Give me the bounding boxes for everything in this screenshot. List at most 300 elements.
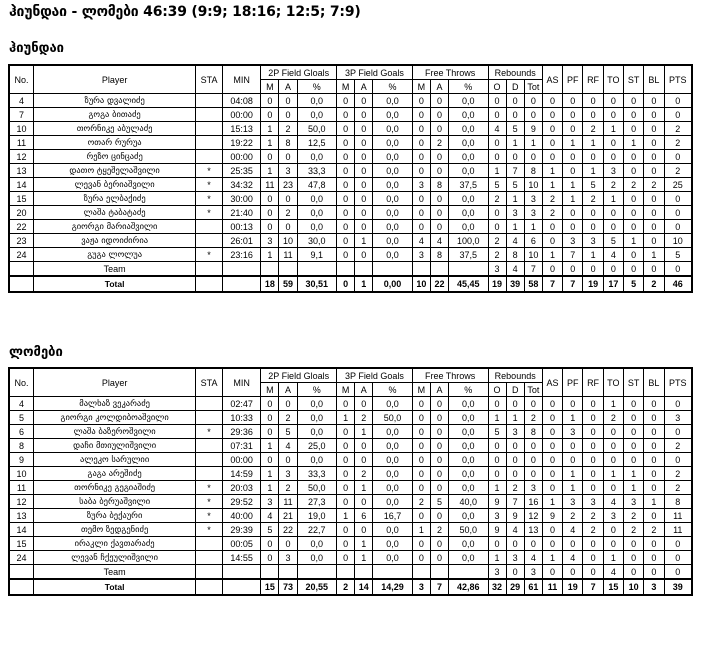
- cell-ftm: 0: [412, 397, 430, 411]
- cell-fta: 0: [430, 537, 448, 551]
- cell-fg3m: 0: [337, 551, 355, 565]
- cell-fg2m: 1: [261, 248, 279, 262]
- cell-fta: 0: [430, 481, 448, 495]
- total-player: Total: [34, 276, 196, 292]
- cell-player: გოგა ბითაძე: [34, 108, 196, 122]
- cell-bl: 0: [644, 108, 664, 122]
- subcol-header-m: M: [412, 80, 430, 94]
- subcol-header-m: M: [337, 80, 355, 94]
- cell-min: 30:00: [222, 192, 260, 206]
- cell-sta: *: [196, 192, 223, 206]
- cell-fg2m: 1: [261, 122, 279, 136]
- cell-rebo: 2: [488, 234, 506, 248]
- cell-to: 0: [603, 425, 623, 439]
- cell-fg3p: 0,0: [373, 150, 413, 164]
- cell-pts: 0: [664, 150, 692, 164]
- cell-fg3p: 0,0: [373, 453, 413, 467]
- cell-fg2a: 0: [279, 108, 297, 122]
- cell-fg3a: 0: [355, 495, 373, 509]
- cell-rebt: 16: [524, 495, 542, 509]
- cell-fg2m: 0: [261, 108, 279, 122]
- cell-fg3m: 0: [337, 495, 355, 509]
- cell-pf: 0: [563, 453, 583, 467]
- cell-st: 1: [623, 136, 643, 150]
- total-pts: 39: [664, 579, 692, 595]
- cell-bl: 1: [644, 495, 664, 509]
- player-row: [9, 136, 692, 150]
- cell-st: 1: [623, 467, 643, 481]
- cell-min: 20:03: [222, 481, 260, 495]
- cell-rebo: 0: [488, 108, 506, 122]
- cell-ftm: 4: [412, 234, 430, 248]
- cell-fg3m: 0: [337, 439, 355, 453]
- cell-ftp: 37,5: [449, 178, 488, 192]
- cell-rebd: 4: [506, 262, 524, 277]
- cell-pts: 0: [664, 94, 692, 108]
- cell-fg2p: [297, 565, 336, 580]
- cell-rebo: 1: [488, 551, 506, 565]
- cell-fg3p: 0,0: [373, 108, 413, 122]
- total-fg2p: 30,51: [297, 276, 336, 292]
- cell-pts: 2: [664, 481, 692, 495]
- cell-st: 0: [623, 108, 643, 122]
- cell-ftm: 0: [412, 509, 430, 523]
- cell-rebt: 0: [524, 108, 542, 122]
- total-rf: 19: [583, 276, 603, 292]
- cell-pf: 1: [563, 467, 583, 481]
- header-row: [9, 65, 692, 80]
- cell-bl: 0: [644, 150, 664, 164]
- cell-fg3p: 0,0: [373, 136, 413, 150]
- cell-to: 1: [603, 397, 623, 411]
- cell-rebd: 0: [506, 453, 524, 467]
- total-fta: 22: [430, 276, 448, 292]
- cell-no: 7: [9, 108, 34, 122]
- cell-pts: 3: [664, 411, 692, 425]
- cell-ftp: 0,0: [449, 551, 488, 565]
- cell-rebt: 10: [524, 248, 542, 262]
- cell-player: გუგა ლოლუა: [34, 248, 196, 262]
- cell-st: 0: [623, 551, 643, 565]
- cell-as: 0: [542, 262, 562, 277]
- cell-fg2a: 2: [279, 206, 297, 220]
- subcol-header-a: A: [355, 80, 373, 94]
- cell-ftp: 0,0: [449, 220, 488, 234]
- cell-ftm: 0: [412, 206, 430, 220]
- cell-fg3a: 0: [355, 178, 373, 192]
- subcol-header-a: A: [430, 383, 448, 397]
- cell-st: 2: [623, 178, 643, 192]
- cell-fg2m: 0: [261, 411, 279, 425]
- cell-no: 5: [9, 411, 34, 425]
- cell-fg2a: 0: [279, 537, 297, 551]
- cell-pts: 0: [664, 425, 692, 439]
- cell-fg2p: 50,0: [297, 122, 336, 136]
- cell-rf: 1: [583, 164, 603, 178]
- cell-fg2p: 50,0: [297, 481, 336, 495]
- cell-ftm: [412, 565, 430, 580]
- cell-rebd: 0: [506, 397, 524, 411]
- cell-no: 14: [9, 178, 34, 192]
- cell-rebt: 8: [524, 164, 542, 178]
- cell-rebo: 4: [488, 122, 506, 136]
- cell-rebt: 7: [524, 262, 542, 277]
- total-fg2a: 59: [279, 276, 297, 292]
- cell-fg2m: 1: [261, 164, 279, 178]
- cell-rebt: 0: [524, 94, 542, 108]
- cell-fg3a: 0: [355, 136, 373, 150]
- player-row: [9, 523, 692, 537]
- cell-sta: [196, 136, 223, 150]
- cell-rf: 0: [583, 425, 603, 439]
- cell-as: 0: [542, 136, 562, 150]
- cell-ftm: [412, 262, 430, 277]
- cell-min: 04:08: [222, 94, 260, 108]
- col-header-pf: PF: [563, 65, 583, 94]
- cell-fta: 0: [430, 425, 448, 439]
- cell-rebd: 1: [506, 220, 524, 234]
- col-header-st: ST: [623, 65, 643, 94]
- total-fg3m: 2: [337, 579, 355, 595]
- cell-min: 29:36: [222, 425, 260, 439]
- cell-fg3a: 1: [355, 425, 373, 439]
- cell-to: 0: [603, 220, 623, 234]
- player-row: [9, 164, 692, 178]
- cell-fg3a: 0: [355, 164, 373, 178]
- cell-fg2a: 11: [279, 495, 297, 509]
- cell-ftm: 0: [412, 537, 430, 551]
- cell-pf: 1: [563, 136, 583, 150]
- cell-rebd: 0: [506, 439, 524, 453]
- cell-rebo: 5: [488, 425, 506, 439]
- cell-fg3m: 0: [337, 523, 355, 537]
- cell-as: 2: [542, 206, 562, 220]
- cell-min: 34:32: [222, 178, 260, 192]
- total-fg2m: 18: [261, 276, 279, 292]
- cell-rebt: 0: [524, 467, 542, 481]
- cell-rebo: 0: [488, 220, 506, 234]
- cell-rebd: 7: [506, 164, 524, 178]
- cell-fg3a: 0: [355, 150, 373, 164]
- cell-fg2a: 21: [279, 509, 297, 523]
- cell-fta: 0: [430, 122, 448, 136]
- cell-to: 0: [603, 453, 623, 467]
- subcol-header-p: %: [297, 80, 336, 94]
- player-row: [9, 411, 692, 425]
- cell-rebo: 0: [488, 206, 506, 220]
- cell-ftm: 0: [412, 425, 430, 439]
- total-to: 17: [603, 276, 623, 292]
- cell-as: 0: [542, 94, 562, 108]
- cell-rebd: 4: [506, 523, 524, 537]
- cell-rebt: 3: [524, 481, 542, 495]
- cell-min: [222, 565, 260, 580]
- cell-ftp: 0,0: [449, 453, 488, 467]
- cell-rf: 0: [583, 397, 603, 411]
- box-score-table-away: [8, 367, 693, 596]
- cell-to: 1: [603, 122, 623, 136]
- cell-as: 0: [542, 439, 562, 453]
- cell-pf: 0: [563, 164, 583, 178]
- cell-min: 26:01: [222, 234, 260, 248]
- cell-fg2a: 23: [279, 178, 297, 192]
- cell-no: 11: [9, 136, 34, 150]
- cell-ftp: 0,0: [449, 467, 488, 481]
- cell-no: 13: [9, 164, 34, 178]
- cell-ftm: 0: [412, 136, 430, 150]
- total-fg2m: 15: [261, 579, 279, 595]
- cell-min: 23:16: [222, 248, 260, 262]
- total-ftm: 3: [412, 579, 430, 595]
- cell-sta: *: [196, 495, 223, 509]
- subcol-header-o: O: [488, 80, 506, 94]
- cell-rebd: 4: [506, 234, 524, 248]
- cell-pf: 0: [563, 537, 583, 551]
- cell-rebt: 3: [524, 206, 542, 220]
- cell-sta: *: [196, 206, 223, 220]
- cell-rebt: 2: [524, 411, 542, 425]
- cell-fg3m: 0: [337, 537, 355, 551]
- cell-fg2p: 0,0: [297, 192, 336, 206]
- col-header-no: No.: [9, 65, 34, 94]
- cell-ftp: 0,0: [449, 136, 488, 150]
- cell-fg3m: 0: [337, 122, 355, 136]
- col-header-as: AS: [542, 368, 562, 397]
- cell-fg3m: 0: [337, 234, 355, 248]
- cell-rebt: 13: [524, 523, 542, 537]
- cell-pts: 0: [664, 453, 692, 467]
- cell-pts: 0: [664, 565, 692, 580]
- player-row: [9, 206, 692, 220]
- cell-fg3p: 0,0: [373, 122, 413, 136]
- player-row: [9, 94, 692, 108]
- cell-player: საბა ბერუაშვილი: [34, 495, 196, 509]
- cell-fg2m: 4: [261, 509, 279, 523]
- cell-st: 0: [623, 397, 643, 411]
- total-fg2p: 20,55: [297, 579, 336, 595]
- cell-rf: 2: [583, 509, 603, 523]
- cell-player: Team: [34, 262, 196, 277]
- cell-rf: 2: [583, 192, 603, 206]
- cell-min: 15:13: [222, 122, 260, 136]
- cell-fg3p: 0,0: [373, 94, 413, 108]
- cell-ftp: 0,0: [449, 397, 488, 411]
- col-header-player: Player: [34, 368, 196, 397]
- cell-st: 0: [623, 94, 643, 108]
- cell-fg2a: 2: [279, 481, 297, 495]
- cell-bl: 0: [644, 94, 664, 108]
- cell-rebo: 9: [488, 523, 506, 537]
- cell-no: 15: [9, 192, 34, 206]
- cell-rebo: 5: [488, 178, 506, 192]
- subcol-header-a: A: [355, 383, 373, 397]
- cell-rebd: 3: [506, 425, 524, 439]
- cell-pts: 5: [664, 248, 692, 262]
- player-row: [9, 122, 692, 136]
- cell-fg2a: 11: [279, 248, 297, 262]
- cell-min: 00:00: [222, 453, 260, 467]
- cell-to: 0: [603, 206, 623, 220]
- cell-fg2p: 0,0: [297, 397, 336, 411]
- cell-ftm: 0: [412, 122, 430, 136]
- cell-fg3m: 0: [337, 425, 355, 439]
- cell-bl: 0: [644, 509, 664, 523]
- cell-rf: 0: [583, 537, 603, 551]
- cell-fta: [430, 565, 448, 580]
- cell-min: 10:33: [222, 411, 260, 425]
- cell-st: 0: [623, 453, 643, 467]
- cell-as: 0: [542, 150, 562, 164]
- cell-sta: [196, 262, 223, 277]
- cell-fg3p: 50,0: [373, 411, 413, 425]
- cell-to: 1: [603, 467, 623, 481]
- cell-fg3m: 0: [337, 178, 355, 192]
- cell-bl: 2: [644, 523, 664, 537]
- cell-ftp: 0,0: [449, 122, 488, 136]
- cell-fg2p: 0,0: [297, 150, 336, 164]
- cell-fg3m: 0: [337, 248, 355, 262]
- cell-fg3m: 0: [337, 206, 355, 220]
- cell-min: 19:22: [222, 136, 260, 150]
- cell-to: 0: [603, 108, 623, 122]
- player-row: [9, 220, 692, 234]
- cell-rebt: 0: [524, 439, 542, 453]
- cell-pf: 0: [563, 220, 583, 234]
- cell-st: 0: [623, 565, 643, 580]
- cell-fg2m: 1: [261, 439, 279, 453]
- cell-ftp: 0,0: [449, 425, 488, 439]
- cell-sta: [196, 467, 223, 481]
- cell-fg2m: 0: [261, 425, 279, 439]
- cell-pts: 2: [664, 164, 692, 178]
- cell-ftp: 0,0: [449, 509, 488, 523]
- cell-rebt: 0: [524, 537, 542, 551]
- cell-fg3m: 0: [337, 94, 355, 108]
- cell-ftm: 0: [412, 192, 430, 206]
- subcol-header-m: M: [412, 383, 430, 397]
- cell-rf: 1: [583, 136, 603, 150]
- cell-sta: [196, 439, 223, 453]
- cell-as: 0: [542, 523, 562, 537]
- cell-pf: 3: [563, 495, 583, 509]
- cell-rebd: 1: [506, 192, 524, 206]
- cell-no: 22: [9, 220, 34, 234]
- cell-no: 13: [9, 509, 34, 523]
- col-header-ft: Free Throws: [412, 368, 488, 383]
- cell-pf: 0: [563, 150, 583, 164]
- cell-rf: 0: [583, 262, 603, 277]
- cell-fg3m: 0: [337, 150, 355, 164]
- cell-sta: *: [196, 481, 223, 495]
- cell-fg2p: 0,0: [297, 551, 336, 565]
- cell-ftm: 0: [412, 220, 430, 234]
- cell-ftp: 0,0: [449, 150, 488, 164]
- player-row: [9, 551, 692, 565]
- col-header-no: No.: [9, 368, 34, 397]
- cell-to: 2: [603, 178, 623, 192]
- cell-no: 10: [9, 467, 34, 481]
- cell-fg3m: 0: [337, 164, 355, 178]
- total-fg3p: 0,00: [373, 276, 413, 292]
- cell-to: 4: [603, 495, 623, 509]
- cell-rf: 0: [583, 108, 603, 122]
- cell-as: 0: [542, 122, 562, 136]
- cell-bl: 0: [644, 262, 664, 277]
- cell-st: 2: [623, 509, 643, 523]
- cell-as: 0: [542, 411, 562, 425]
- cell-fg2a: 0: [279, 150, 297, 164]
- cell-player: Team: [34, 565, 196, 580]
- cell-min: 07:31: [222, 439, 260, 453]
- cell-sta: *: [196, 164, 223, 178]
- cell-player: რეზო ცინცაძე: [34, 150, 196, 164]
- cell-pts: 0: [664, 206, 692, 220]
- cell-rebd: 8: [506, 248, 524, 262]
- cell-ftm: 3: [412, 248, 430, 262]
- cell-rebt: 3: [524, 565, 542, 580]
- cell-fg2m: 1: [261, 467, 279, 481]
- cell-fg3m: 0: [337, 467, 355, 481]
- cell-rebd: 5: [506, 122, 524, 136]
- cell-fta: 0: [430, 509, 448, 523]
- cell-fg2m: [261, 565, 279, 580]
- cell-fta: 0: [430, 94, 448, 108]
- cell-rebt: 1: [524, 220, 542, 234]
- cell-fg3a: 2: [355, 411, 373, 425]
- cell-fg2m: 1: [261, 481, 279, 495]
- cell-rebt: 12: [524, 509, 542, 523]
- cell-bl: 0: [644, 439, 664, 453]
- cell-pf: 0: [563, 262, 583, 277]
- player-row: [9, 509, 692, 523]
- cell-fta: 0: [430, 150, 448, 164]
- cell-ftp: 0,0: [449, 192, 488, 206]
- cell-fg3p: 0,0: [373, 481, 413, 495]
- cell-ftp: 0,0: [449, 164, 488, 178]
- cell-st: 0: [623, 220, 643, 234]
- cell-pts: 2: [664, 439, 692, 453]
- player-row: [9, 178, 692, 192]
- cell-fg3p: [373, 565, 413, 580]
- subcol-header-p: %: [373, 383, 413, 397]
- total-sta: [196, 579, 223, 595]
- cell-fg3m: 0: [337, 136, 355, 150]
- cell-player: ზურა ბექაური: [34, 509, 196, 523]
- cell-fg3a: 0: [355, 108, 373, 122]
- col-header-pts: PTS: [664, 65, 692, 94]
- cell-rebo: 9: [488, 495, 506, 509]
- cell-ftm: 0: [412, 150, 430, 164]
- player-row: [9, 108, 692, 122]
- cell-rf: 0: [583, 551, 603, 565]
- cell-bl: 0: [644, 467, 664, 481]
- team-name-away: ლომები: [9, 345, 63, 360]
- cell-to: 0: [603, 136, 623, 150]
- cell-bl: 1: [644, 248, 664, 262]
- cell-fta: 2: [430, 136, 448, 150]
- cell-to: 0: [603, 537, 623, 551]
- cell-fg2p: 0,0: [297, 94, 336, 108]
- col-header-sta: STA: [196, 65, 223, 94]
- cell-fg2a: [279, 262, 297, 277]
- cell-fg3a: 0: [355, 453, 373, 467]
- cell-no: 4: [9, 94, 34, 108]
- total-fta: 7: [430, 579, 448, 595]
- cell-fta: 0: [430, 206, 448, 220]
- cell-player: ზურა ელბაქიძე: [34, 192, 196, 206]
- cell-fg2a: 10: [279, 234, 297, 248]
- cell-sta: [196, 234, 223, 248]
